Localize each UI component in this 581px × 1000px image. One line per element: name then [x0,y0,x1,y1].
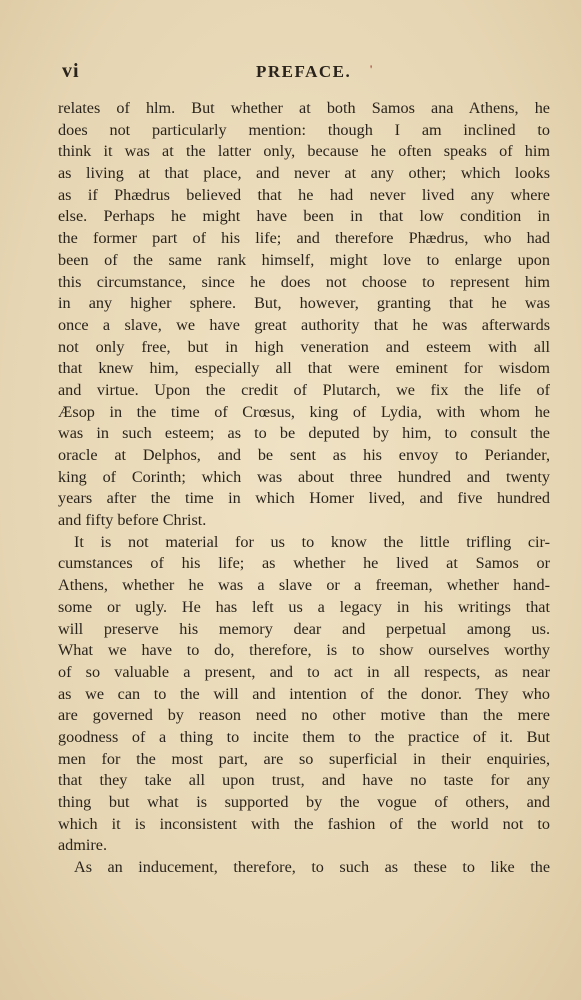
text-line: are governed by reason need no other motive than the mere [58,706,550,725]
running-head: PREFACE. [256,62,352,81]
text-line: some or ugly. He has left us a legacy in his writings that [58,597,550,616]
text-line: years after the time in which Homer lived, and five hundred [58,489,550,508]
text-line: that they take all upon trust, and have no taste for any [58,771,550,790]
text-line: as we can to the will and intention of the donor. They who [58,684,550,703]
ink-mark: ' [370,62,374,76]
text-line: once a slave, we have great authority that he was afterwards [58,315,550,334]
text-line: of so valuable a present, and to act in all respects, as near [58,662,550,681]
paragraph [58,98,550,532]
text-line: and fifty before Christ. [58,511,207,530]
text-line: oracle at Delphos, and be sent as his envoy to Periander, [58,446,550,464]
text-line: else. Perhaps he might have been in that low condition in [58,207,550,226]
text-line: As an inducement, therefore, to such as these to like the [74,858,550,877]
text-line: not only free, but in high veneration and esteem with all [58,337,550,356]
text-line: relates of hlm. But whether at both Samos ana Athens, he [58,99,550,117]
page-number: vi [62,60,80,82]
text-line: goodness of a thing to incite them to the practice of it. But [58,727,550,746]
text-line: Athens, whether he was a slave or a freeman, whether hand- [58,576,550,595]
paragraph [58,857,550,879]
text-line: as living at that place, and never at any other; which looks [58,164,550,183]
text-line: think it was at the latter only, because he often speaks of him [58,142,550,161]
text-line: was in such esteem; as to be deputed by him, to consult the [58,424,550,443]
text-line: Æsop in the time of Crœsus, king of Lydia, with whom he [58,402,550,421]
text-line: this circumstance, since he does not choose to represent him [58,272,550,291]
text-line: thing but what is supported by the vogue of others, and [58,793,550,811]
text-line: the former part of his life; and therefore Phædrus, who had [58,229,550,248]
text-line: cumstances of his life; as whether he lived at Samos or [58,554,550,573]
text-line: admire. [58,836,107,855]
text-line: in any higher sphere. But, however, granting that he was [58,294,550,313]
paragraph [58,532,550,857]
text-line: king of Corinth; which was about three hundred and twenty [58,467,550,486]
text-line: been of the same rank himself, might love to enlarge upon [58,250,550,269]
text-line: that knew him, especially all that were eminent for wisdom [58,359,550,378]
page-header [58,60,551,88]
text-line: It is not material for us to know the little trifling cir- [74,532,550,551]
text-line: will preserve his memory dear and perpetual among us. [58,619,550,638]
text-line: and virtue. Upon the credit of Plutarch, we fix the life of [58,380,550,399]
text-line: which it is inconsistent with the fashion of the world not to [58,814,550,833]
body-text [58,98,550,879]
text-line: does not particularly mention: though I am inclined to [58,120,550,139]
text-line: as if Phædrus believed that he had never lived any where [58,185,550,204]
text-line: men for the most part, are so superficial in their enquiries, [58,749,550,768]
text-line: What we have to do, therefore, is to show ourselves worthy [58,641,550,660]
